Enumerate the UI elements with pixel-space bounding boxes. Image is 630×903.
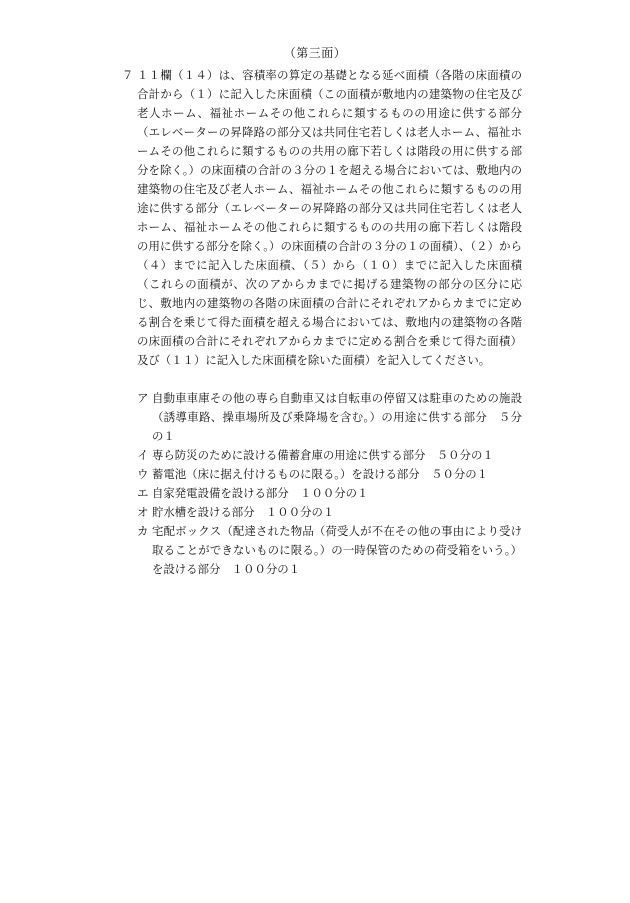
sub-item-mark: エ bbox=[137, 486, 149, 500]
sub-item-list bbox=[122, 389, 522, 579]
sub-item-text: 自動車車庫その他の専ら自動車又は自転車の停留又は駐車のための施設（誘導車路、操車場所及び乗降場を含む。）の用途に供する部分 ５分の１ bbox=[152, 391, 522, 443]
sub-item-text: 自家発電設備を設ける部分 １００分の１ bbox=[152, 486, 369, 500]
page-header: （第三面） bbox=[283, 46, 347, 60]
sub-item-mark: イ bbox=[137, 448, 149, 462]
sub-item-e bbox=[122, 484, 522, 503]
sub-item-text: 宅配ボックス（配達された物品（荷受人が不在その他の事由により受け取ることができないものに限る。）の一時保管のための荷受箱をいう。）を設ける部分 １００分の１ bbox=[152, 524, 522, 576]
sub-item-mark: ア bbox=[137, 391, 149, 405]
item-7-number: ７ bbox=[122, 68, 134, 82]
sub-item-mark: ウ bbox=[137, 467, 149, 481]
sub-item-ka bbox=[122, 522, 522, 579]
sub-item-a bbox=[122, 389, 522, 446]
sub-item-mark: オ bbox=[137, 505, 149, 519]
sub-item-text: 専ら防災のために設ける備蓄倉庫の用途に供する部分 ５０分の１ bbox=[152, 448, 494, 462]
item-7-text: １１欄（１４）は、容積率の算定の基礎となる延べ面積（各階の床面積の合計から（１）に記入した床面積（この面積が敷地内の建築物の住宅及び老人ホーム、福祉ホームその他これらに類するものの用途に供する部分（エレベーターの昇降路の部分又は共同住宅若しくは老人ホーム、福祉ホームその他これらに類するものの共用の廊下若しくは階段の用に供する部分を除く。）の床面積の合計の３分の１を超える場合においては、敷地内の建築物の住宅及び老人ホーム、福祉ホームその他これらに類するものの用途に供する部分（エレベーターの昇降路の部分又は共同住宅若しくは老人ホーム、福祉ホームその他これらに類するものの共用の廊下若しくは階段の用に供する部分を除く。）の床面積の合計の３分の１の面積）、（２）から（４）までに記入した床面積、（５）から（１０）までに記入した床面積（これらの面積が、次のアからカまでに掲げる建築物の部分の区分に応じ、敷地内の建築物の各階の床面積の合計にそれぞれアからカまでに定める割合を乗じて得た面積を超える場合においては、敷地内の建築物の各階の床面積の合計にそれぞれアからカまでに定める割合を乗じて得た面積）及び（１１）に記入した床面積を除いた面積）を記入してください。 bbox=[137, 68, 522, 367]
sub-item-text: 蓄電池（床に据え付けるものに限る。）を設ける部分 ５０分の１ bbox=[152, 467, 489, 481]
sub-item-text: 貯水槽を設ける部分 １００分の１ bbox=[152, 505, 335, 519]
sub-item-o bbox=[122, 503, 522, 522]
sub-item-u bbox=[122, 465, 522, 484]
item-7 bbox=[122, 66, 522, 370]
sub-item-i bbox=[122, 446, 522, 465]
sub-item-mark: カ bbox=[137, 524, 149, 538]
